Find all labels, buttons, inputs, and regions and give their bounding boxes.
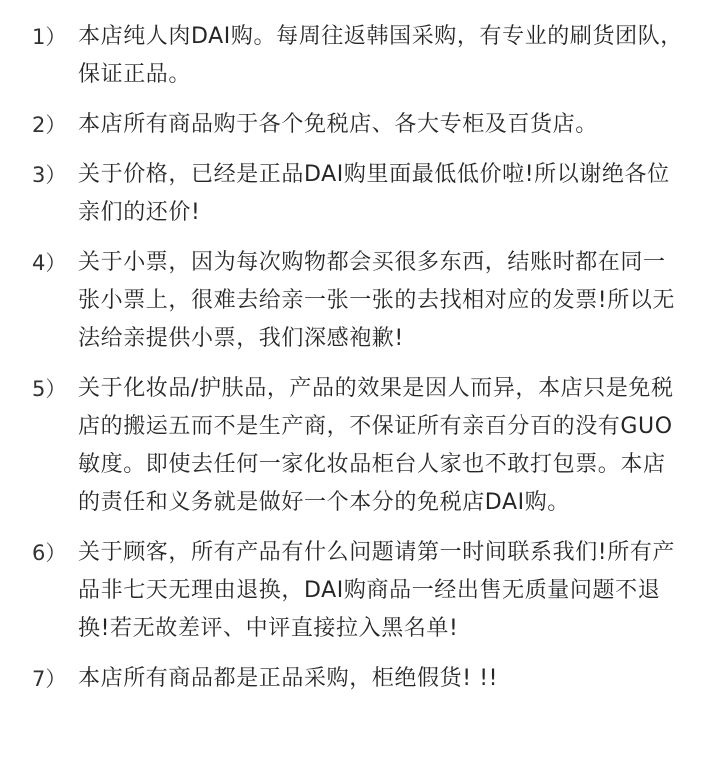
item-text: 关于小票，因为每次购物都会买很多东西，结账时都在同一张小票上，很难去给亲一张一张的去找相对应的发票!所以无法给亲提供小票，我们深感袍歉! <box>78 250 676 351</box>
item-number: 3） <box>32 163 67 187</box>
notice-item-1 <box>32 18 687 94</box>
notice-item-5 <box>32 370 687 522</box>
item-text: 关于化妆品/护肤品，产品的效果是因人而异，本店只是免税店的搬运五而不是生产商，不保证所有亲百分百的没有GUO敏度。即使去任何一家化妆品柜台人家也不敢打包票。本店的责任和义务就是做好一个本分的免税店DAI购。 <box>78 376 674 515</box>
notice-item-4 <box>32 244 687 358</box>
notice-item-6 <box>32 534 687 648</box>
item-number: 7） <box>32 667 67 691</box>
item-number: 1） <box>32 25 67 49</box>
notice-item-7 <box>32 660 687 698</box>
item-number: 5） <box>32 377 67 401</box>
item-text: 本店纯人肉DAI购。每周往返韩国采购，有专业的刷货团队，保证正品。 <box>78 24 683 87</box>
item-text: 本店所有商品都是正品采购，柜绝假货! !! <box>78 666 499 691</box>
item-text: 关于价格，已经是正品DAI购里面最低低价啦!所以谢绝各位亲们的还价! <box>78 162 670 225</box>
notice-item-2 <box>32 106 687 144</box>
item-text: 本店所有商品购于各个免税店、各大专柜及百货店。 <box>78 112 598 137</box>
item-text: 关于顾客，所有产品有什么问题请第一时间联系我们!所有产品非七天无理由退换，DAI购商品一经出售无质量问题不退换!若无故差评、中评直接拉入黑名单! <box>78 540 676 641</box>
item-number: 6） <box>32 541 67 565</box>
item-number: 4） <box>32 251 67 275</box>
item-number: 2） <box>32 113 67 137</box>
notice-item-3 <box>32 156 687 232</box>
